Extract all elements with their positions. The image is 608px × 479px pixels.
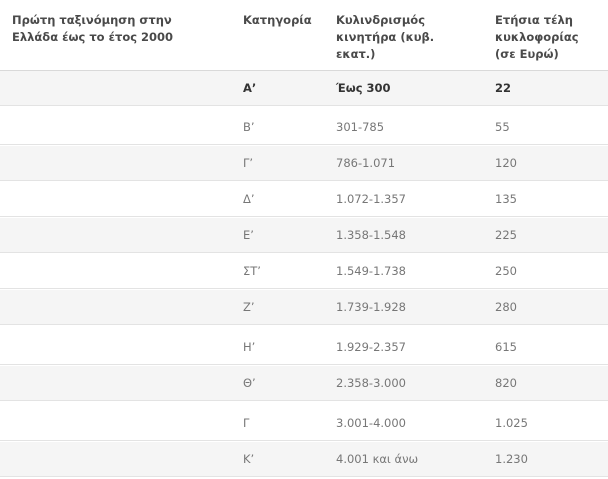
category-cell: Δ’ — [243, 192, 255, 206]
table-row — [0, 146, 608, 181]
engine-capacity-cell: 301-785 — [336, 120, 385, 134]
annual-fee-cell: 280 — [495, 300, 517, 314]
annual-fee-cell: 120 — [495, 156, 517, 170]
category-cell: Θ’ — [243, 376, 256, 390]
annual-fee-cell: 1.025 — [495, 416, 528, 430]
annual-fee-cell: 820 — [495, 376, 517, 390]
category-cell: Ε’ — [243, 228, 254, 242]
category-cell: Β’ — [243, 120, 255, 134]
table-row — [0, 290, 608, 325]
table-row — [0, 110, 608, 145]
engine-capacity-cell: 2.358-3.000 — [336, 376, 406, 390]
engine-capacity-cell: 1.549-1.738 — [336, 264, 406, 278]
engine-capacity-cell: 1.929-2.357 — [336, 340, 406, 354]
category-cell: Η’ — [243, 340, 256, 354]
header-engine-capacity: Κυλινδρισμός κινητήρα (κυβ. εκατ.) — [336, 13, 435, 61]
header-category: Κατηγορία — [243, 13, 312, 27]
annual-fee-cell: 250 — [495, 264, 517, 278]
annual-fee-cell: 615 — [495, 340, 517, 354]
engine-capacity-cell: 1.358-1.548 — [336, 228, 406, 242]
engine-capacity-cell: 1.739-1.928 — [336, 300, 406, 314]
engine-capacity-cell: 3.001-4.000 — [336, 416, 406, 430]
header-first-registration: Πρώτη ταξινόμηση στην Ελλάδα έως το έτος 2000 — [12, 13, 174, 44]
category-cell: ΣΤ’ — [243, 264, 261, 278]
category-cell: Ζ’ — [243, 300, 255, 314]
table-header — [0, 0, 608, 71]
engine-capacity-cell: 1.072-1.357 — [336, 192, 406, 206]
table-row — [0, 254, 608, 289]
category-cell: Γ’ — [243, 156, 254, 170]
table-row — [0, 182, 608, 217]
table-row — [0, 366, 608, 401]
table-row — [0, 330, 608, 365]
annual-fee-cell: 55 — [495, 120, 510, 134]
header-annual-fee: Ετήσια τέλη κυκλοφορίας (σε Ευρώ) — [495, 13, 579, 61]
engine-capacity-cell: 786-1.071 — [336, 156, 396, 170]
table-row — [0, 442, 608, 477]
annual-fee-cell: 22 — [495, 81, 512, 95]
category-cell: Α’ — [243, 81, 257, 95]
engine-capacity-cell: 4.001 και άνω — [336, 452, 419, 466]
category-cell: Γ — [243, 416, 250, 430]
category-cell: Κ’ — [243, 452, 255, 466]
table-row — [0, 71, 608, 106]
annual-fee-cell: 135 — [495, 192, 517, 206]
table-row — [0, 406, 608, 441]
engine-capacity-cell: Έως 300 — [336, 81, 391, 95]
annual-fee-cell: 225 — [495, 228, 517, 242]
table-row — [0, 218, 608, 253]
annual-fee-cell: 1.230 — [495, 452, 528, 466]
